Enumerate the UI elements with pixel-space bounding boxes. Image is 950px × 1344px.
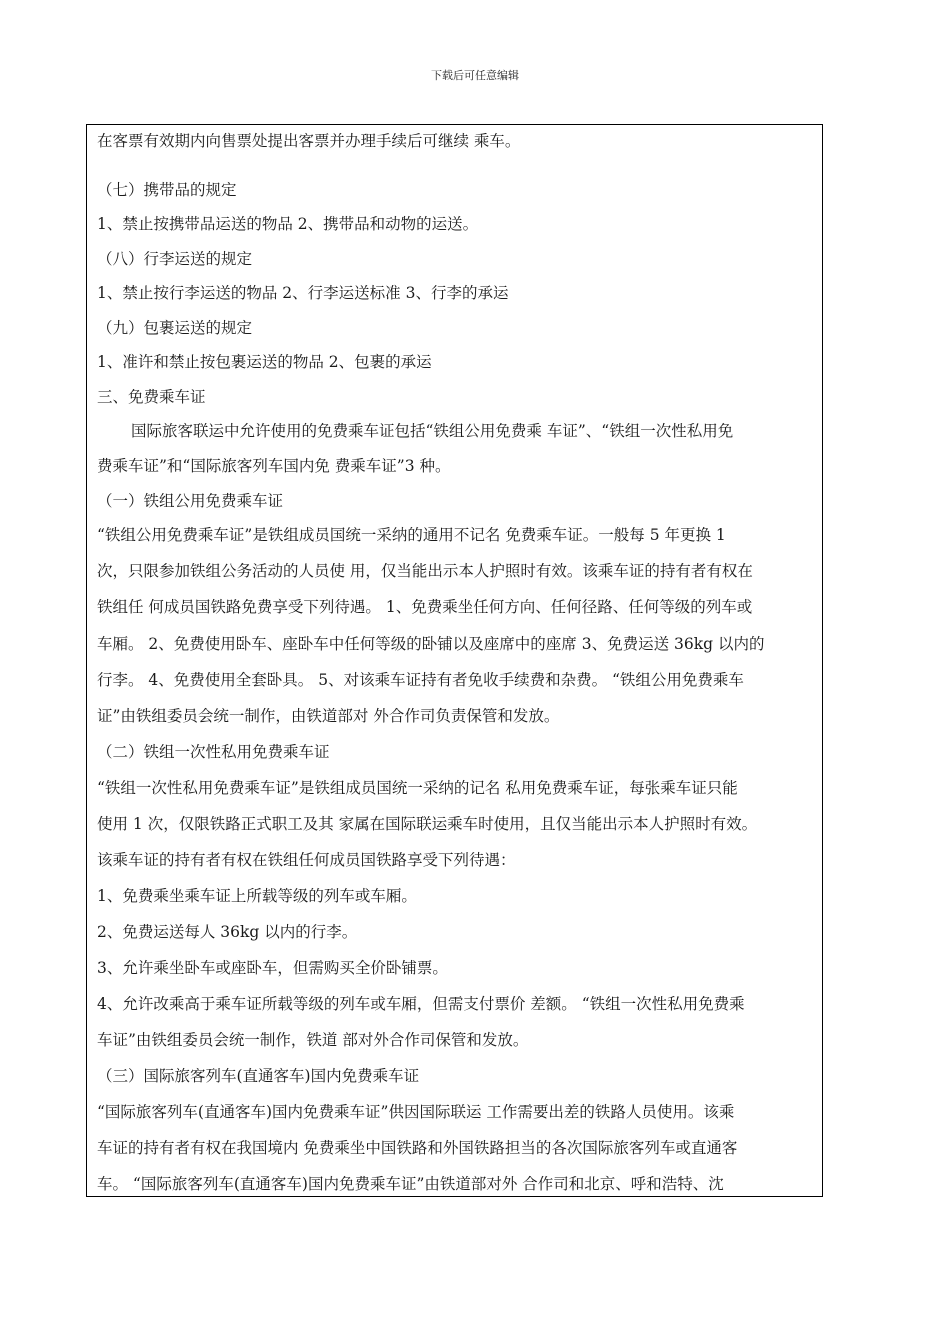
paragraph-line: 在客票有效期内向售票处提出客票并办理手续后可继续 乘车。 [97, 132, 521, 150]
paragraph-line: 车。 “国际旅客列车(直通客车)国内免费乘车证”由铁道部对外 合作司和北京、呼和浩特、沈 [97, 1175, 724, 1193]
paragraph-line: 使用 1 次，仅限铁路正式职工及其 家属在国际联运乘车时使用，且仅当能出示本人护照时有效。 [97, 815, 758, 833]
list-item: 4、允许改乘高于乘车证所载等级的列车或车厢，但需支付票价 差额。 “铁组一次性私用免费乘 [97, 995, 745, 1013]
paragraph-line: “铁组公用免费乘车证”是铁组成员国统一采纳的通用不记名 免费乘车证。一般每 5 年更换 1 [97, 526, 726, 544]
section-heading: （七）携带品的规定 [97, 181, 237, 199]
paragraph-line: 证”由铁组委员会统一制作，由铁道部对 外合作司负责保管和发放。 [97, 707, 560, 725]
paragraph-line: 铁组任 何成员国铁路免费享受下列待遇。 1、免费乘坐任何方向、任何径路、任何等级的列车或 [97, 598, 753, 616]
list-item: 1、免费乘坐乘车证上所载等级的列车或车厢。 [97, 887, 417, 905]
paragraph-line: “国际旅客列车(直通客车)国内免费乘车证”供因国际联运 工作需要出差的铁路人员使用。该乘 [97, 1103, 735, 1121]
list-item: 2、免费运送每人 36kg 以内的行李。 [97, 923, 358, 941]
section-heading: （一）铁组公用免费乘车证 [97, 492, 284, 510]
section-heading: 三、免费乘车证 [97, 388, 206, 406]
paragraph-line: 车证”由铁组委员会统一制作，铁道 部对外合作司保管和发放。 [97, 1031, 529, 1049]
paragraph-line: 次，只限参加铁组公务活动的人员使 用，仅当能出示本人护照时有效。该乘车证的持有者有权在 [97, 562, 753, 580]
paragraph-line: 该乘车证的持有者有权在铁组任何成员国铁路享受下列待遇： [97, 851, 516, 869]
section-heading: （三）国际旅客列车(直通客车)国内免费乘车证 [97, 1067, 420, 1085]
paragraph-line: 1、禁止按行李运送的物品 2、行李运送标准 3、行李的承运 [97, 284, 509, 302]
paragraph-line: 国际旅客联运中允许使用的免费乘车证包括“铁组公用免费乘 车证”、“铁组一次性私用免 [131, 422, 734, 440]
paragraph-line: 1、禁止按携带品运送的物品 2、携带品和动物的运送。 [97, 215, 479, 233]
paragraph-line: 费乘车证”和“国际旅客列车国内免 费乘车证”3 种。 [97, 457, 451, 475]
paragraph-line: 车厢。 2、免费使用卧车、座卧车中任何等级的卧铺以及座席中的座席 3、免费运送 36kg 以内的 [97, 635, 765, 653]
section-heading: （二）铁组一次性私用免费乘车证 [97, 743, 330, 761]
page-header: 下载后可任意编辑 [431, 69, 519, 82]
section-heading: （八）行李运送的规定 [97, 250, 253, 268]
paragraph-line: “铁组一次性私用免费乘车证”是铁组成员国统一采纳的记名 私用免费乘车证，每张乘车证只能 [97, 779, 738, 797]
section-heading: （九）包裹运送的规定 [97, 319, 253, 337]
paragraph-line: 1、准许和禁止按包裹运送的物品 2、包裹的承运 [97, 353, 432, 371]
paragraph-line: 行李。 4、免费使用全套卧具。 5、对该乘车证持有者免收手续费和杂费。 “铁组公用免费乘车 [97, 671, 744, 689]
document-table-cell [86, 124, 823, 1197]
paragraph-line: 车证的持有者有权在我国境内 免费乘坐中国铁路和外国铁路担当的各次国际旅客列车或直通客 [97, 1139, 738, 1157]
list-item: 3、允许乘坐卧车或座卧车，但需购买全价卧铺票。 [97, 959, 448, 977]
